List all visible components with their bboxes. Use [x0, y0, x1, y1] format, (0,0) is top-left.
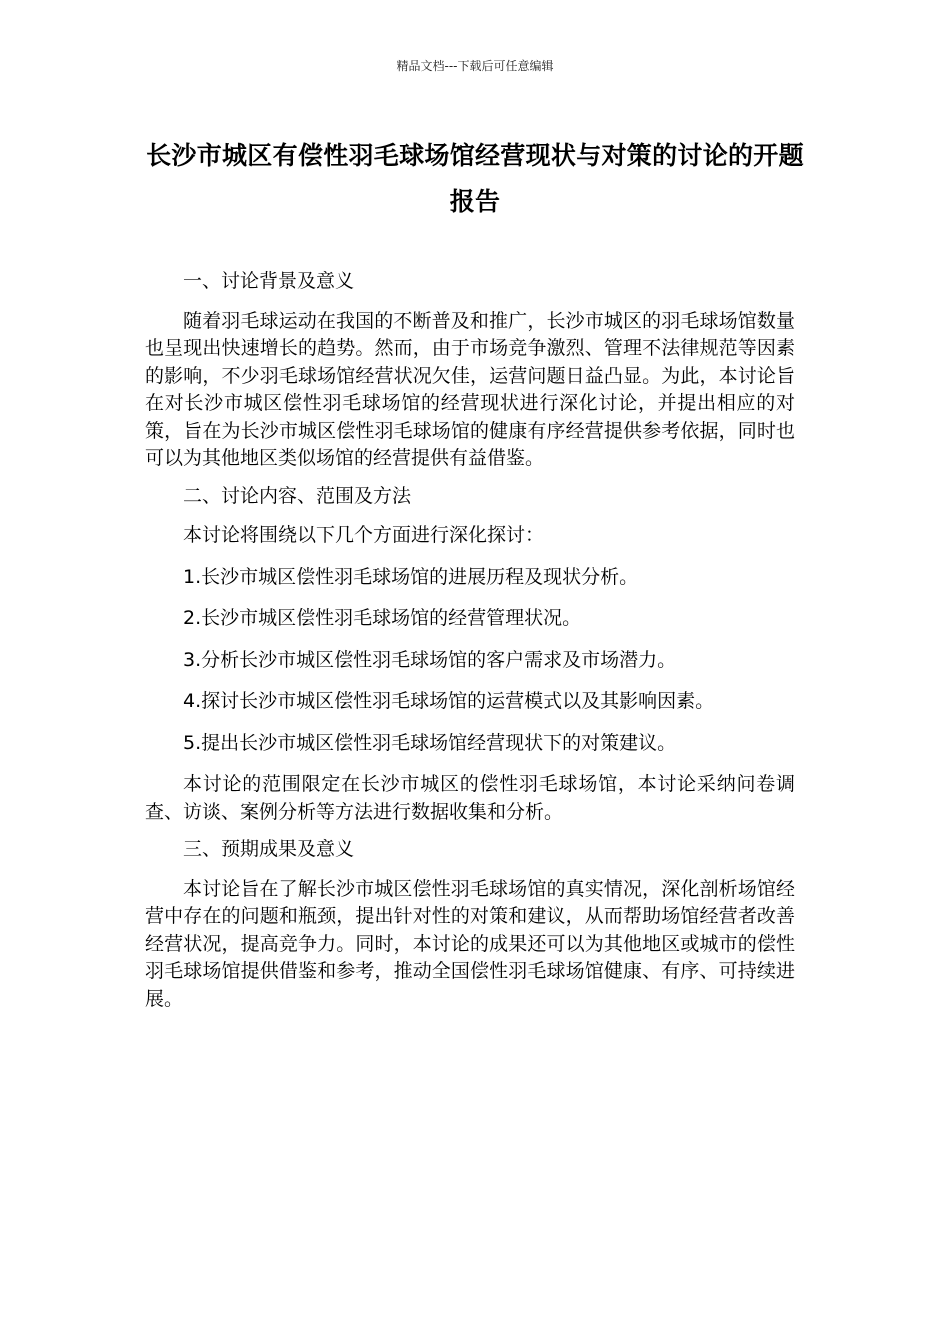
list-item: 3.分析长沙市城区偿性羽毛球场馆的客户需求及市场潜力。	[183, 648, 677, 671]
document-title: 长沙市城区有偿性羽毛球场馆经营现状与对策的讨论的开题报告	[146, 141, 804, 216]
outcome-paragraph: 本讨论旨在了解长沙市城区偿性羽毛球场馆的真实情况，深化剖析场馆经营中存在的问题和瓶颈，提出针对性的对策和建议，从而帮助场馆经营者改善经营状况，提高竞争力。同时，本讨论的成果还可以为其他地区或城市的偿性羽毛球场馆提供借鉴和参考，推动全国偿性羽毛球场馆健康、有序、可持续进展。	[145, 877, 795, 1010]
background-paragraph: 随着羽毛球运动在我国的不断普及和推广，长沙市城区的羽毛球场馆数量也呈现出快速增长的趋势。然而，由于市场竞争激烈、管理不法律规范等因素的影响，不少羽毛球场馆经营状况欠佳，运营问题日益凸显。为此，本讨论旨在对长沙市城区偿性羽毛球场馆的经营现状进行深化讨论，并提出相应的对策，旨在为长沙市城区偿性羽毛球场馆的健康有序经营提供参考依据，同时也可以为其他地区类似场馆的经营提供有益借鉴。	[145, 309, 795, 469]
section-heading-background: 一、讨论背景及意义	[183, 270, 355, 292]
header-note: 精品文档---下载后可任意编辑	[396, 59, 554, 73]
section-heading-outcome: 三、预期成果及意义	[183, 838, 355, 860]
content-intro-paragraph: 本讨论将围绕以下几个方面进行深化探讨：	[183, 524, 545, 546]
list-item: 5.提出长沙市城区偿性羽毛球场馆经营现状下的对策建议。	[183, 731, 677, 754]
section-heading-content: 二、讨论内容、范围及方法	[183, 484, 412, 507]
list-item: 1.长沙市城区偿性羽毛球场馆的进展历程及现状分析。	[183, 565, 639, 588]
scope-paragraph: 本讨论的范围限定在长沙市城区的偿性羽毛球场馆，本讨论采纳问卷调查、访谈、案例分析等方法进行数据收集和分析。	[145, 773, 795, 823]
list-item: 4.探讨长沙市城区偿性羽毛球场馆的运营模式以及其影响因素。	[183, 690, 715, 712]
list-item: 2.长沙市城区偿性羽毛球场馆的经营管理状况。	[183, 607, 582, 629]
document-body	[145, 268, 795, 1023]
